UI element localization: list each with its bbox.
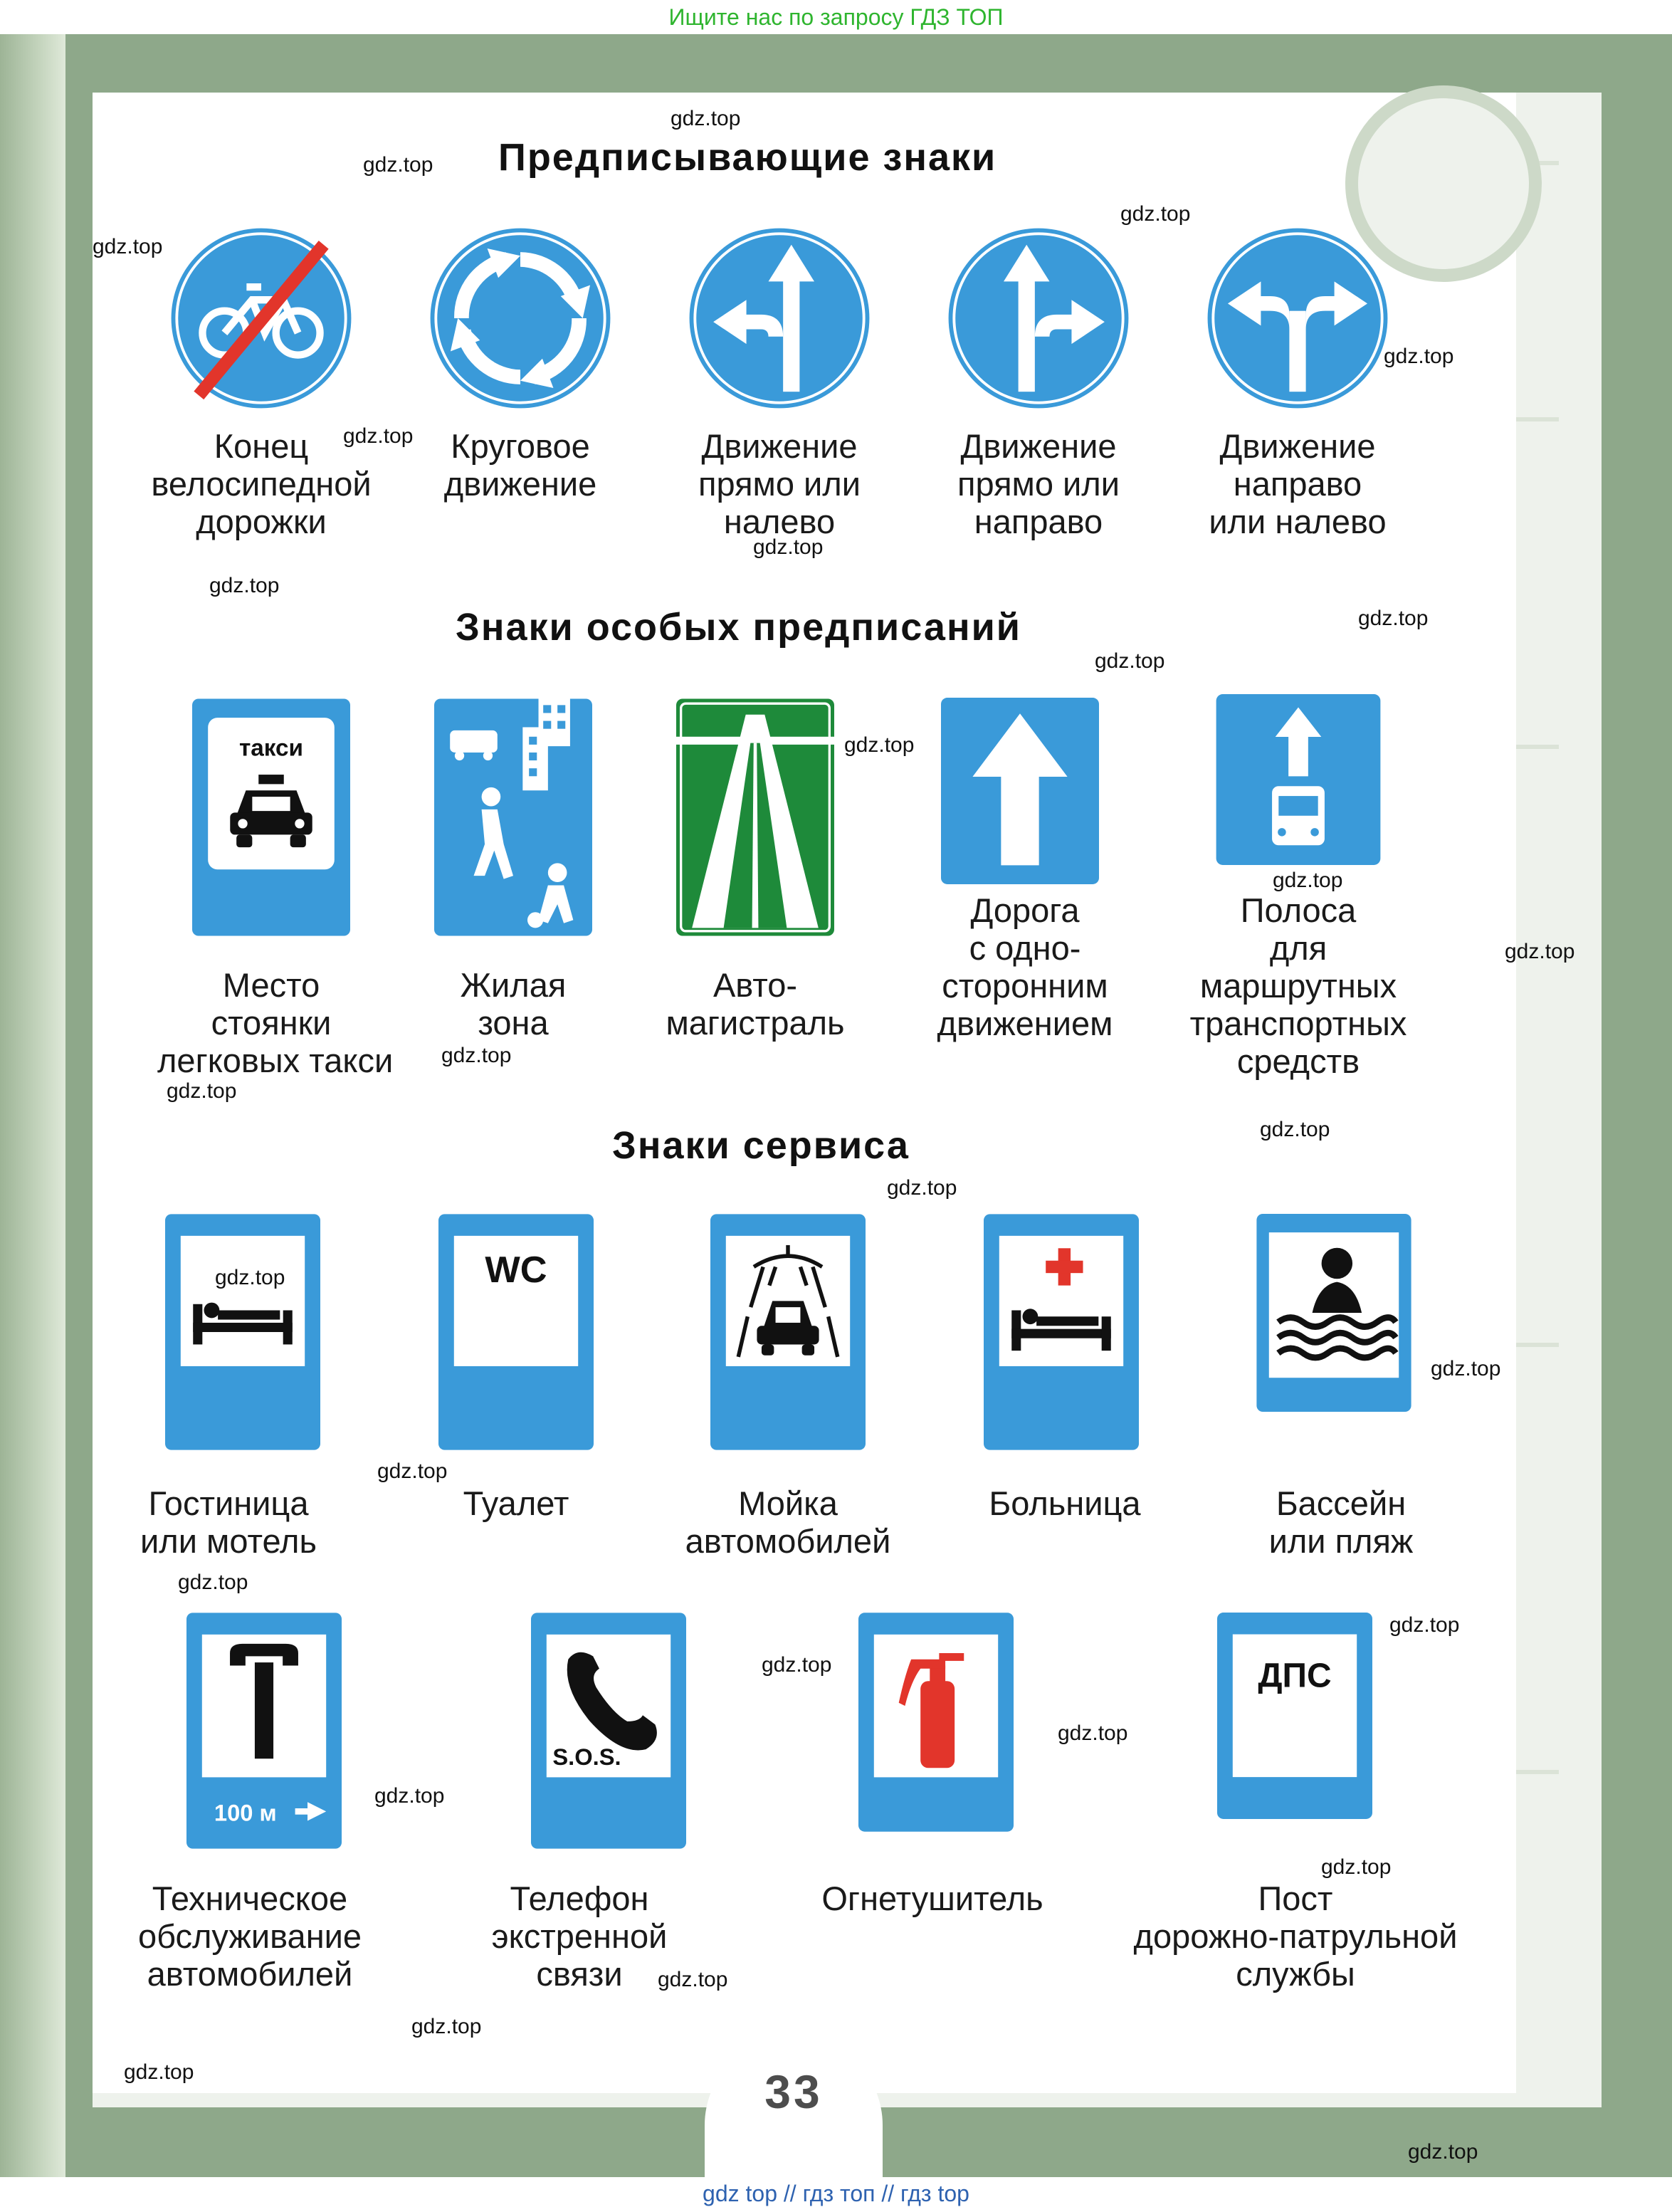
watermark: gdz.top (658, 1968, 728, 1991)
car-service-sign (186, 1613, 342, 1849)
watermark: gdz.top (124, 2060, 194, 2084)
label-line: связи (536, 1955, 623, 1993)
taxi-parking-sign (192, 698, 350, 937)
label-line: магистраль (666, 1004, 845, 1042)
straight-or-left-sign (688, 226, 871, 410)
label-straight-or-left (666, 427, 893, 540)
top-banner[interactable]: Ищите нас по запросу ГДЗ ТОП (668, 4, 1004, 30)
label-line: Гостиница (148, 1484, 309, 1522)
watermark: gdz.top (1384, 345, 1454, 368)
one-way-road-sign (941, 698, 1099, 884)
toilet-sign (438, 1214, 594, 1450)
page-spine (0, 34, 65, 2177)
watermark: gdz.top (215, 1266, 285, 1289)
label-line: или налево (1209, 503, 1387, 540)
watermark: gdz.top (1260, 1118, 1330, 1141)
label-residential-zone (399, 966, 627, 1042)
label-line: маршрутных (1199, 967, 1397, 1005)
label-line: Пост (1258, 1880, 1333, 1917)
watermark: gdz.top (93, 235, 163, 258)
label-line: стоянки (211, 1004, 332, 1042)
roundabout-sign (428, 226, 612, 410)
label-line: прямо или (698, 465, 861, 503)
label-one-way-road (911, 891, 1139, 1042)
hospital-sign (984, 1214, 1139, 1450)
pool-beach-sign (1256, 1214, 1411, 1412)
label-line: Жилая (460, 966, 567, 1004)
label-motorway (641, 966, 869, 1042)
label-end-bike-path (147, 427, 375, 540)
label-line: движение (443, 465, 597, 503)
label-line: Движение (701, 427, 858, 465)
straight-or-right-sign (947, 226, 1130, 410)
distance-sign-text: 100 м (214, 1799, 277, 1826)
label-line: экстренной (491, 1917, 668, 1955)
label-line: направо (1233, 465, 1362, 503)
label-line: Полоса (1240, 891, 1357, 929)
label-line: или пляж (1268, 1522, 1414, 1560)
residential-zone-sign (434, 698, 592, 937)
label-line: автомобилей (147, 1955, 353, 1993)
label-line: Мойка (738, 1484, 838, 1522)
label-line: прямо или (957, 465, 1120, 503)
label-line: налево (723, 503, 836, 540)
watermark: gdz.top (671, 107, 741, 130)
label-line: велосипедной (151, 465, 372, 503)
label-line: сторонним (942, 967, 1108, 1005)
fire-extinguisher-sign (858, 1613, 1014, 1832)
hotel-sign (165, 1214, 320, 1450)
watermark: gdz.top (1505, 940, 1575, 963)
motorway-sign (676, 698, 834, 937)
watermark: gdz.top (887, 1176, 957, 1200)
watermark: gdz.top (1095, 649, 1165, 673)
watermark: gdz.top (441, 1044, 512, 1067)
emergency-phone-sign (531, 1613, 686, 1849)
watermark: gdz.top (343, 424, 414, 448)
label-line: зона (478, 1004, 549, 1042)
bottom-banner[interactable]: gdz top // гдз топ // гдз top (703, 2181, 969, 2206)
label-toilet (402, 1484, 630, 1522)
label-line: Авто- (713, 966, 798, 1004)
label-right-or-left (1184, 427, 1411, 540)
watermark: gdz.top (1321, 1855, 1392, 1879)
label-patrol-post (1103, 1880, 1488, 1993)
label-line: дорожки (196, 503, 327, 540)
label-line: автомобилей (685, 1522, 891, 1560)
car-wash-sign (710, 1214, 866, 1450)
label-line: с одно- (969, 929, 1081, 967)
label-line: Техническое (152, 1880, 348, 1917)
label-line: Конец (214, 427, 309, 465)
watermark: gdz.top (178, 1571, 248, 1594)
label-line: Место (222, 966, 320, 1004)
label-line: легковых такси (157, 1042, 394, 1079)
watermark: gdz.top (209, 574, 280, 597)
dps-sign-text: ДПС (1258, 1657, 1332, 1695)
taxi-sign-text: такси (238, 735, 304, 762)
label-hotel (115, 1484, 342, 1560)
page-number: 33 (764, 2065, 823, 2118)
label-line: движением (937, 1005, 1113, 1042)
label-line: Движение (1219, 427, 1376, 465)
label-line: средств (1236, 1042, 1360, 1080)
watermark: gdz.top (1120, 202, 1191, 226)
watermark: gdz.top (1058, 1721, 1128, 1745)
label-line: Телефон (510, 1880, 649, 1917)
label-line: Движение (960, 427, 1117, 465)
label-line: дорожно-патрульной (1133, 1917, 1458, 1955)
watermark: gdz.top (753, 535, 824, 559)
watermark: gdz.top (762, 1653, 832, 1677)
label-line: или мотель (140, 1522, 317, 1560)
label-line: для (1269, 929, 1327, 967)
watermark: gdz.top (1408, 2140, 1478, 2164)
label-line: Дорога (970, 891, 1080, 929)
label-line: транспортных (1189, 1005, 1407, 1042)
label-straight-or-right (925, 427, 1152, 540)
watermark: gdz.top (167, 1079, 237, 1103)
label-line: Туалет (463, 1484, 569, 1522)
watermark: gdz.top (1389, 1613, 1460, 1637)
end-bike-path-sign (169, 226, 353, 410)
label-fire-extinguisher (797, 1880, 1068, 1917)
label-line: Больница (989, 1484, 1141, 1522)
label-hospital (951, 1484, 1179, 1522)
wc-sign-text: WC (485, 1249, 547, 1291)
sos-sign-text: S.O.S. (552, 1743, 621, 1770)
label-line: Огнетушитель (821, 1880, 1043, 1917)
label-bus-lane (1184, 891, 1412, 1080)
section-heading-prescriptive: Предписывающие знаки (498, 136, 997, 179)
label-pool-beach (1227, 1484, 1455, 1560)
patrol-post-sign (1217, 1613, 1372, 1819)
watermark: gdz.top (844, 733, 915, 757)
watermark: gdz.top (1273, 869, 1343, 892)
label-line: Круговое (451, 427, 590, 465)
label-line: обслуживание (137, 1917, 362, 1955)
label-car-wash (674, 1484, 902, 1560)
label-car-service (136, 1880, 364, 1993)
label-line: службы (1236, 1955, 1355, 1993)
section-heading-special: Знаки особых предписаний (456, 606, 1021, 649)
watermark: gdz.top (1358, 607, 1429, 630)
label-line: Бассейн (1276, 1484, 1407, 1522)
label-roundabout (406, 427, 634, 503)
right-or-left-sign (1206, 226, 1389, 410)
label-taxi-parking (157, 966, 394, 1079)
bus-lane-sign (1216, 694, 1381, 865)
label-line: направо (974, 503, 1103, 540)
section-heading-service: Знаки сервиса (612, 1124, 910, 1167)
watermark: gdz.top (1431, 1357, 1501, 1380)
watermark: gdz.top (377, 1459, 448, 1483)
watermark: gdz.top (374, 1784, 445, 1808)
watermark: gdz.top (363, 153, 433, 177)
watermark: gdz.top (411, 2015, 482, 2038)
